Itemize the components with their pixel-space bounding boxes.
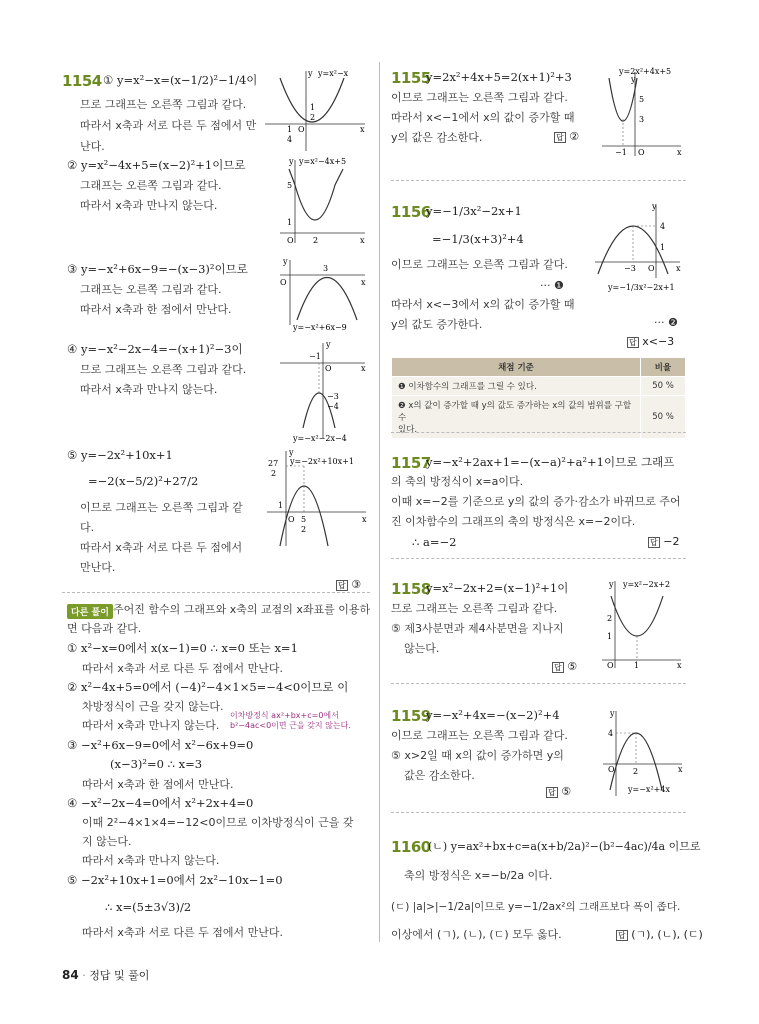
graph-1158	[597, 576, 685, 670]
tick-label: 1	[607, 632, 613, 641]
page-number: 84	[62, 968, 79, 982]
tick-label: −1	[615, 148, 627, 157]
axis-label-y: y	[610, 709, 615, 718]
text-line: y=−1/3x²−2x+1	[426, 204, 522, 218]
axis-label-x: x	[361, 278, 366, 287]
tick-label: 4	[660, 222, 666, 231]
answer-mark: 답	[548, 788, 556, 797]
tick-label: 2	[271, 469, 277, 478]
divider	[391, 432, 686, 433]
problem-number: 1160	[391, 838, 431, 856]
tick-label: 3	[639, 115, 645, 124]
tick-label: 27	[268, 459, 279, 468]
divider	[391, 683, 686, 684]
text-line: 차방정식이 근을 갖지 않는다.	[82, 700, 224, 713]
table-header: 채점 기준	[392, 358, 641, 377]
tick-label: 1	[634, 661, 640, 670]
text-line: 므로 그래프는 오른쪽 그림과 같다.	[80, 98, 247, 111]
text-line: 따라서 x<−1에서 x의 값이 증가할 때	[391, 111, 575, 124]
text-line: y=−x²+4x=−(x−2)²+4	[426, 708, 560, 722]
table-header: 비율	[641, 358, 686, 377]
answer-value: ⑤	[567, 660, 578, 673]
tick-label: 4	[287, 135, 293, 144]
tick-label: 2	[633, 767, 639, 776]
divider	[391, 812, 686, 813]
tick-label: 2	[313, 236, 319, 245]
marker: ··· ❶	[540, 279, 564, 292]
divider	[391, 180, 686, 181]
text-line: 다.	[80, 521, 95, 534]
problem-number: 1154	[62, 72, 102, 90]
text-line: ⑤ −2x²+10x+1=0에서 2x²−10x−1=0	[67, 873, 283, 887]
answer-line	[616, 927, 703, 943]
graph-equation: y=x²−2x+2	[623, 580, 671, 589]
text-line: ④ y=−x²−2x−4=−(x+1)²−3이	[67, 342, 243, 356]
table-cell: ❶ 이차함수의 그래프를 그릴 수 있다.	[392, 377, 641, 396]
tick-label: 5	[287, 181, 293, 190]
answer-line	[336, 577, 361, 593]
text-line: 이므로 그래프는 오른쪽 그림과 같다.	[391, 258, 568, 271]
text-line: 면 다음과 같다.	[67, 622, 142, 635]
origin-label: O	[325, 364, 332, 373]
origin-label: O	[288, 515, 295, 524]
tick-label: −3	[327, 392, 339, 401]
tick-label: 4	[608, 729, 614, 738]
text-line: ③ y=−x²+6x−9=−(x−3)²이므로	[67, 262, 248, 276]
table-cell-line: ❷ x의 값이 증가할 때 y의 값도 증가하는 x의 값의 범위를 구할 수	[398, 401, 632, 423]
answer-value: ②	[569, 130, 580, 143]
axis-label-y: y	[308, 69, 313, 78]
answer-mark: 답	[554, 663, 562, 672]
text-line: 이상에서 (ㄱ), (ㄴ), (ㄷ) 모두 옳다.	[391, 928, 562, 941]
text-line: y=2x²+4x+5=2(x+1)²+3	[426, 70, 572, 84]
text-line: 만난다.	[80, 561, 116, 574]
text-line: 지 않는다.	[82, 835, 132, 848]
text-line: 따라서 x축과 한 점에서 만난다.	[82, 778, 234, 791]
origin-label: O	[287, 236, 294, 245]
answer-mark: 답	[618, 931, 626, 940]
text-line: ① x²−x=0에서 x(x−1)=0 ∴ x=0 또는 x=1	[67, 641, 298, 655]
text-line: =−1/3(x+3)²+4	[432, 232, 524, 246]
answer-line	[627, 334, 674, 350]
graph-1156	[590, 200, 685, 296]
graph-equation: y=−x²+6x−9	[293, 323, 347, 332]
text-line: ⑤ 제3사분면과 제4사분면을 지나지	[391, 622, 564, 635]
page-footer	[62, 967, 149, 983]
tick-label: 1	[287, 218, 293, 227]
axis-label-y: y	[289, 157, 294, 166]
text-line: 따라서 x축과 한 점에서 만난다.	[80, 303, 232, 316]
tick-label: 1	[287, 125, 293, 134]
text-line: 따라서 x<−3에서 x의 값이 증가할 때	[391, 298, 575, 311]
text-line: (x−3)²=0 ∴ x=3	[110, 757, 203, 771]
answer-mark: 답	[338, 581, 346, 590]
answer-value: (ㄱ), (ㄴ), (ㄷ)	[631, 928, 703, 941]
tick-label: 1	[310, 103, 316, 112]
answer-mark: 답	[629, 338, 637, 347]
graph-equation: y=x²−x	[318, 69, 349, 78]
tick-label: 1	[660, 243, 666, 252]
text-line: 않는다.	[404, 642, 440, 655]
scoring-table	[391, 357, 686, 439]
text-line: 므로 그래프는 오른쪽 그림과 같다.	[391, 602, 558, 615]
text-line: 그래프는 오른쪽 그림과 같다.	[80, 283, 222, 296]
axis-label-y: y	[631, 75, 636, 84]
text-line: 따라서 x축과 만나지 않는다.	[82, 719, 220, 732]
text-line: 난다.	[80, 140, 105, 153]
text-line: 따라서 x축과 만나지 않는다.	[80, 199, 218, 212]
problem-number: 1155	[391, 69, 431, 87]
axis-label-y: y	[283, 257, 288, 266]
graph-equation: y=−x²−2x−4	[293, 434, 347, 443]
problem-number: 1159	[391, 707, 431, 725]
text-line: 진 이차함수의 그래프의 축의 방정식은 x=−2이다.	[391, 515, 636, 528]
graph-1154-5	[262, 446, 370, 550]
graph-1154-3	[275, 255, 370, 333]
text-line: ∴ a=−2	[412, 535, 457, 549]
alt-solution-badge: 다른 풀이	[67, 604, 113, 619]
origin-label: O	[280, 278, 287, 287]
text-line: 의 축의 방정식이 x=a이다.	[391, 475, 524, 488]
text-line: 므로 그래프는 오른쪽 그림과 같다.	[80, 363, 247, 376]
answer-value: −2	[663, 535, 680, 548]
text-line: y의 값은 감소한다.	[391, 131, 483, 144]
text-line: y=x²−2x+2=(x−1)²+1이	[426, 581, 569, 595]
axis-label-x: x	[360, 125, 365, 134]
graph-1154-1	[260, 66, 370, 156]
text-line: 이때 2²−4×1×4=−12<0이므로 이차방정식이 근을 갖	[82, 816, 354, 829]
tick-label: 5	[639, 95, 645, 104]
graph-1154-4	[275, 338, 370, 444]
answer-mark: 답	[650, 538, 658, 547]
problem-number: 1158	[391, 580, 431, 598]
graph-1159	[598, 706, 686, 798]
axis-label-y: y	[326, 340, 331, 349]
text-line: =−2(x−5/2)²+27/2	[88, 474, 199, 488]
text-line: (ㄷ) |a|>|−1/2a|이므로 y=−1/2ax²의 그래프보다 폭이 좁다.	[391, 901, 681, 913]
text-line: ⑤ y=−2x²+10x+1	[67, 448, 173, 462]
origin-label: O	[638, 148, 645, 157]
side-note: 이차방정식 ax²+bx+c=0에서	[230, 711, 339, 720]
text-line: 이때 x=−2를 기준으로 y의 값의 증가·감소가 바뀌므로 주어	[391, 495, 681, 508]
marker: ··· ❷	[654, 316, 678, 329]
answer-value: ③	[351, 578, 362, 591]
text-line: ⑤ x>2일 때 x의 값이 증가하면 y의	[391, 749, 564, 762]
divider	[391, 558, 686, 559]
text-line: 따라서 x축과 서로 다른 두 점에서	[80, 541, 243, 554]
axis-label-x: x	[677, 148, 682, 157]
text-line: 주어진 함수의 그래프와 x축의 교점의 x좌표를 이용하	[113, 603, 371, 616]
graph-equation: y=−x²+4x	[628, 785, 670, 794]
tick-label: 1	[278, 501, 284, 510]
axis-label-y: y	[289, 448, 294, 457]
tick-label: 2	[607, 614, 613, 623]
text-line: 따라서 x축과 만나지 않는다.	[82, 854, 220, 867]
answer-value: ⑤	[561, 785, 572, 798]
footer-title: 정답 및 풀이	[89, 969, 150, 982]
axis-label-y: y	[609, 580, 614, 589]
answer-mark: 답	[556, 133, 564, 142]
text-line: 따라서 x축과 서로 다른 두 점에서 만	[80, 119, 257, 132]
graph-equation: y=−1/3x²−2x+1	[608, 283, 675, 292]
graph-equation: y=−2x²+10x+1	[290, 457, 354, 466]
table-cell: 50 %	[641, 377, 686, 396]
text-line: y=−x²+2ax+1=−(x−a)²+a²+1이므로 그래프	[426, 455, 675, 469]
answer-line	[554, 129, 579, 145]
text-line: 이므로 그래프는 오른쪽 그림과 같	[80, 501, 243, 514]
origin-label: O	[648, 264, 655, 273]
text-line: 그래프는 오른쪽 그림과 같다.	[80, 179, 222, 192]
text-line: ① y=x²−x=(x−1/2)²−1/4이	[103, 73, 258, 87]
problem-number: 1157	[391, 454, 431, 472]
table-cell: 50 %	[641, 396, 686, 439]
axis-label-x: x	[360, 236, 365, 245]
text-line: ② y=x²−4x+5=(x−2)²+1이므로	[67, 158, 246, 172]
text-line: ④ −x²−2x−4=0에서 x²+2x+4=0	[67, 796, 254, 810]
origin-label: O	[298, 125, 305, 134]
axis-label-x: x	[678, 765, 683, 774]
text-line: 따라서 x축과 서로 다른 두 점에서 만난다.	[82, 662, 284, 675]
problem-number: 1156	[391, 203, 431, 221]
column-divider	[379, 62, 380, 942]
text-line: ∴ x=(5±3√3)/2	[105, 900, 192, 914]
graph-1154-2	[275, 155, 370, 247]
origin-label: O	[608, 765, 615, 774]
tick-label: 5	[301, 515, 307, 524]
table-row	[392, 377, 686, 396]
side-note: b²−4ac<0이면 근을 갖지 않는다.	[230, 721, 351, 730]
tick-label: −1	[309, 352, 321, 361]
text-line: ② x²−4x+5=0에서 (−4)²−4×1×5=−4<0이므로 이	[67, 680, 349, 694]
axis-label-x: x	[676, 264, 681, 273]
tick-label: −4	[327, 402, 339, 411]
graph-1155	[597, 64, 685, 160]
text-line: 값은 감소한다.	[404, 769, 475, 782]
answer-line	[546, 784, 571, 800]
footer-separator: ·	[82, 969, 86, 982]
text-line: 따라서 x축과 만나지 않는다.	[80, 383, 218, 396]
text-line: ③ −x²+6x−9=0에서 x²−6x+9=0	[67, 738, 254, 752]
axis-label-x: x	[677, 661, 682, 670]
answer-line	[648, 534, 679, 550]
text-line: 축의 방정식은 x=−b/2a 이다.	[404, 869, 553, 882]
tick-label: 3	[323, 264, 329, 273]
graph-equation: y=x²−4x+5	[299, 157, 347, 166]
graph-equation: y=2x²+4x+5	[619, 67, 672, 76]
tick-label: −3	[624, 264, 636, 273]
table-cell-line: 있다.	[398, 425, 418, 435]
divider	[62, 592, 370, 593]
text-line: y의 값도 증가한다.	[391, 318, 483, 331]
tick-label: 2	[310, 113, 316, 122]
answer-line	[552, 659, 577, 675]
origin-label: O	[607, 661, 614, 670]
answer-value: x<−3	[642, 335, 675, 348]
text-line: (ㄴ) y=ax²+bx+c=a(x+b/2a)²−(b²−4ac)/4a 이므로	[428, 840, 701, 853]
axis-label-x: x	[361, 364, 366, 373]
tick-label: 2	[301, 525, 307, 534]
text-line: 이므로 그래프는 오른쪽 그림과 같다.	[391, 729, 568, 742]
text-line: 이므로 그래프는 오른쪽 그림과 같다.	[391, 91, 568, 104]
axis-label-x: x	[362, 515, 367, 524]
axis-label-y: y	[652, 202, 657, 211]
text-line: 따라서 x축과 서로 다른 두 점에서 만난다.	[82, 926, 284, 939]
